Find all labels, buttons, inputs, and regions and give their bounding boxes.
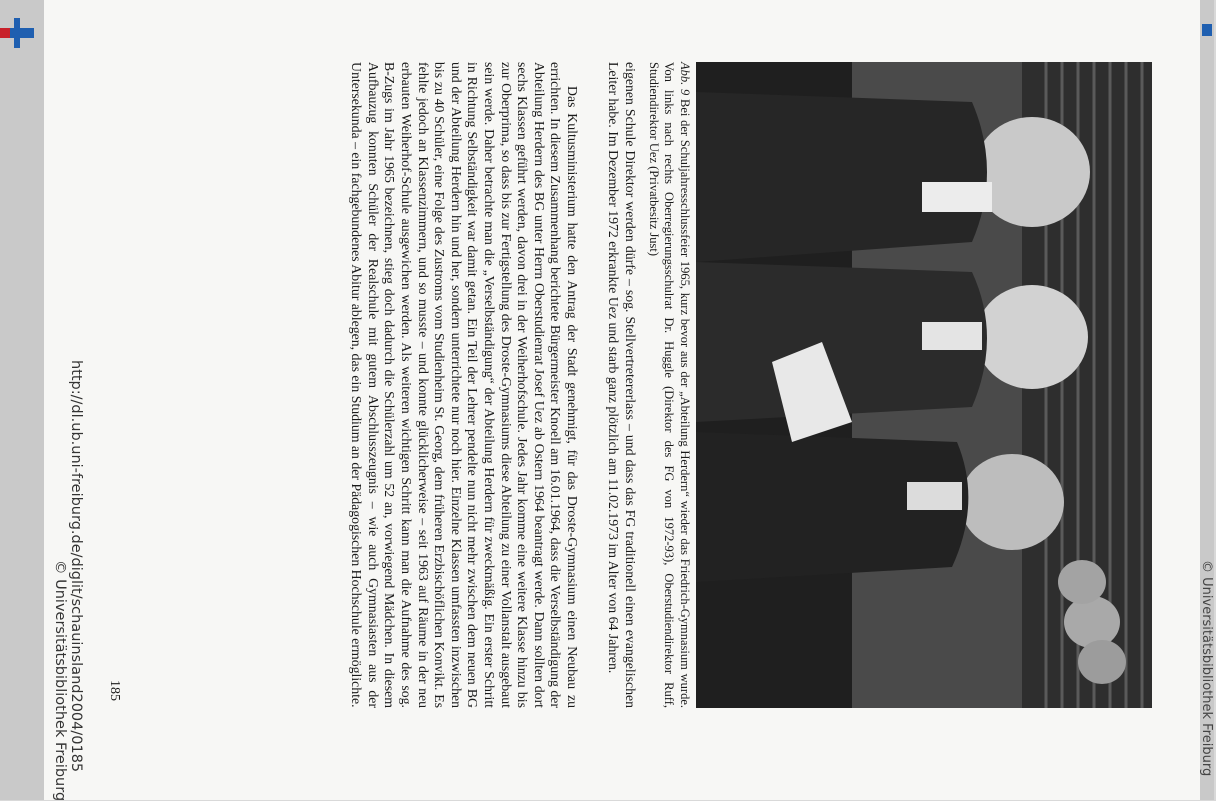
scanned-page: [44, 0, 1200, 800]
historical-photo: [696, 62, 1152, 708]
caption-text: Bei der Schuljahresschlussfeier 1965, kurz bevor aus der „Abteilung Herdern“ wieder das Friedrich-Gymnasium wurde. Von links nach rechts Oberregierungsschulrat Dr. Huggle (Direktor des FG von 1972-93), Oberstudiendirektor Ruff, Studiendirektor Uez (Privatbesitz Just): [647, 62, 692, 708]
rotated-page-content: [44, 0, 1200, 800]
color-mark-icon: [14, 18, 20, 48]
right-edge-text: © Universitätsbibliothek Freiburg: [1199, 560, 1214, 777]
right-edge-watermark: [1199, 560, 1216, 800]
source-url: http://dl.ub.uni-freiburg.de/diglit/schauinsland2004/0185: [68, 360, 84, 773]
copyright-notice: © Universitätsbibliothek Freiburg: [52, 560, 68, 801]
body-paragraph-1: eigenen Schule Direktor werden dürfe – sog. Stellvertretererlass – und dass das FG traditionell einen evangelischen Leiter habe. Im Dezember 1972 erkrankte Uez und starb ganz plötzlich am 11.02.1973 im Alter von 64 Jahren.: [606, 62, 638, 708]
left-gutter: [0, 0, 44, 800]
caption-label: Abb. 9: [678, 62, 692, 96]
photo-image: [696, 62, 1152, 708]
figure-caption: [646, 62, 693, 708]
body-paragraph-2: Das Kultusministerium hatte den Antrag der Stadt genehmigt, für das Droste-Gymnasium einen Neubau zu errichten. In diesem Zusammenhang berichtete Bürgermeister Knoell am 16.01.1964, dass die Verselbständigung der Abteilung Herdern des BG unter Herrn Oberstudienrat Josef Uez ab Ostern 1964 beantragt werde. Dann sollten dort sechs Klassen geführt werden, davon drei in der Weiherhofschule. Jedes Jahr komme eine weitere Klasse hinzu bis zur Oberprima, so dass bis zur Fertigstellung des Droste-Gymnasiums diese Abteilung zu einer Vollanstalt ausgebaut sein werde. Daher betrachte man die „Verselbständigung“ der Abteilung Herdern für zweckmäßig. Ein erster Schritt in Richtung Selbständigkeit war damit getan. Ein Teil der Lehrer pendelte nun nicht mehr zwischen dem neuen BG und der Abteilung Herdern hin und her, sondern unterrichtete nur noch hier. Einzelne Klassen umfassten inzwischen bis zu 40 Schüler, eine Folge des Zustroms vom Studienheim St. Georg, dem früheren Erzbischöflichen Konvikt. Es fehlte jedoch an Klassenzimmern, und so musste – und konnte glücklicherweise – seit 1963 auf Räume in der neu erbauten Weiherhof-Schule ausgewichen werden. Als weiteren wichtigen Schritt kann man die Aufnahme des sog. B-Zugs im Jahr 1965 bezeichnen, stieg doch dadurch die Schülerzahl um 52 an, vorwiegend Mädchen. In diesem Aufbauzug konnten Schüler der Realschule mit gutem Abschlusszeugnis – wie auch Gymnasiasten aus der Untersekunda – ein fachgebundenes Abitur ablegen, das ein Studium an der Pädagogischen Hochschule ermöglichte.: [349, 62, 580, 708]
page-number: 185: [107, 680, 122, 701]
color-mark-icon: [1202, 24, 1212, 36]
